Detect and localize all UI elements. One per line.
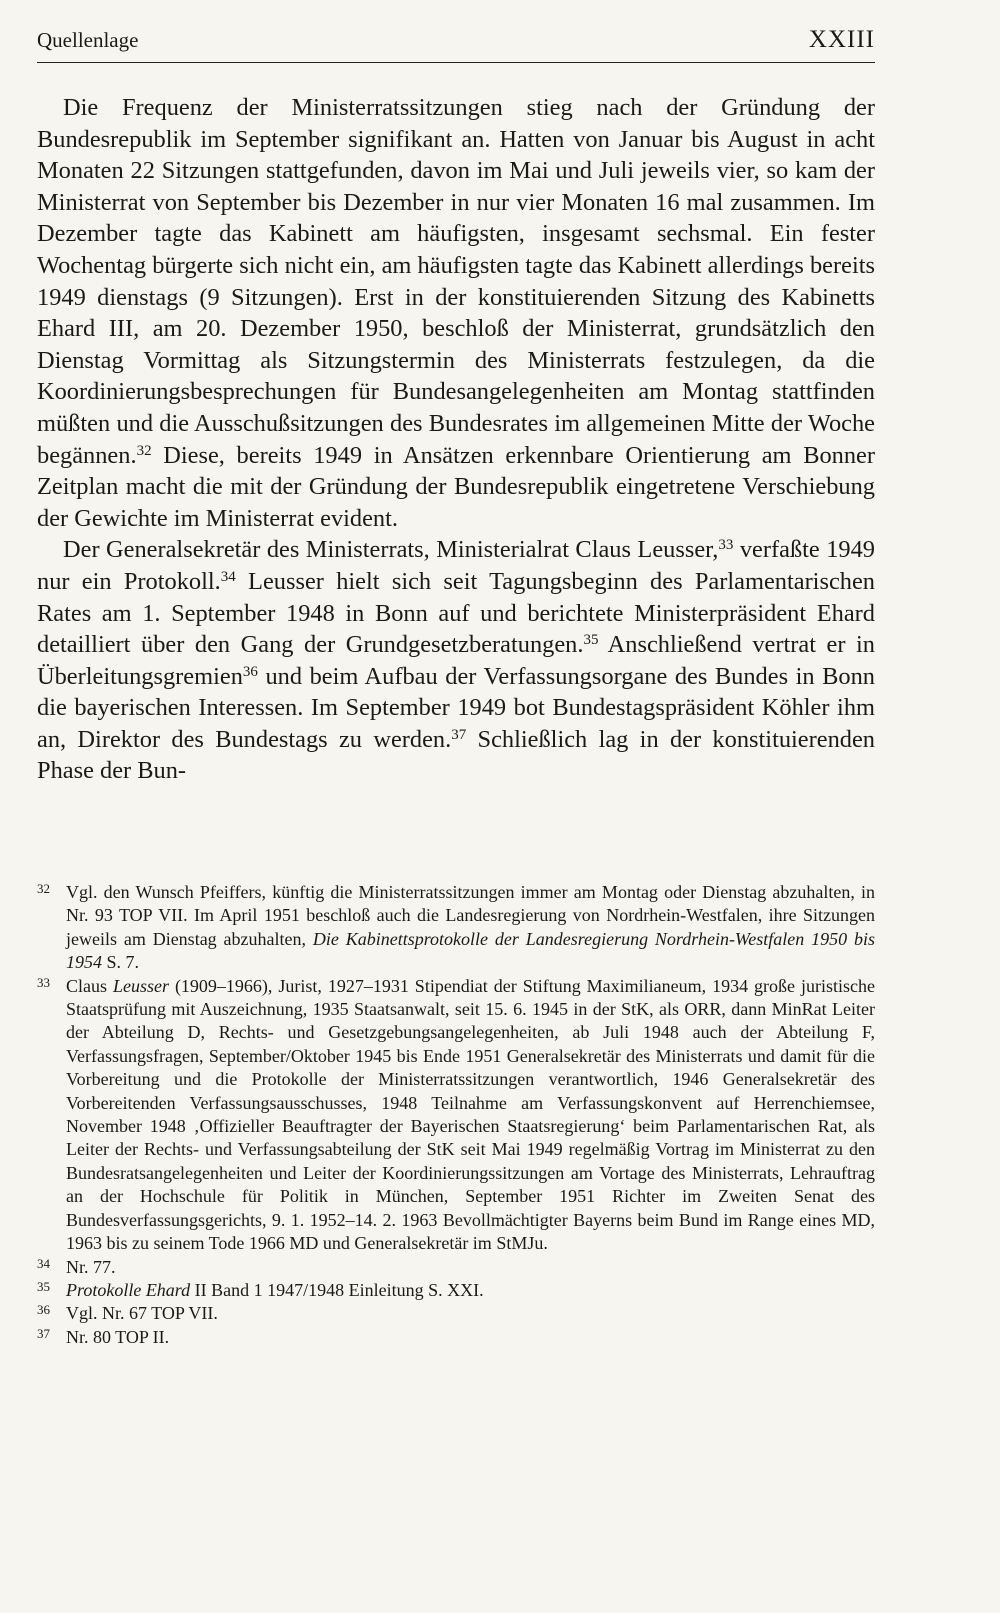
footnote <box>37 1302 875 1325</box>
text-run: und beim Aufbau der Verfassungsorgane des Bundes in Bonn die bayerischen Interessen. Im September 1949 bot Bundestagspräsident Köhler ihm an, Direktor des Bundestags zu werden. <box>37 662 875 753</box>
text-run: Claus <box>66 975 113 996</box>
footnote-reference: 32 <box>136 442 152 459</box>
footnote <box>37 975 875 1256</box>
page-number: XXIII <box>808 26 875 53</box>
footnote-number: 34 <box>37 1255 50 1271</box>
footnote-text <box>66 1302 875 1325</box>
footnote-text <box>66 1256 875 1279</box>
text-run: Vgl. Nr. 67 TOP VII. <box>66 1303 218 1324</box>
text-run: Schließlich lag in der konstituierenden Phase der Bun- <box>37 725 875 785</box>
footnote <box>37 1256 875 1279</box>
footnote-number: 33 <box>37 974 50 990</box>
footnote-number: 36 <box>37 1302 50 1318</box>
footnote-number: 37 <box>37 1325 50 1341</box>
footnote-reference: 35 <box>583 632 599 649</box>
text-run: Die Frequenz der Ministerratssitzungen stieg nach der Gründung der Bundesrepublik im September signifikant an. Hatten von Januar bis August in acht Monaten 22 Sitzungen stattgefunden, davon im Mai und Juli jeweils vier, so kam der Ministerrat von September bis Dezember in nur vier Monaten 16 mal zusammen. Im Dezember tagte das Kabinett am häufigsten, insgesamt sechsmal. Ein fester Wochentag bürgerte sich nicht ein, am häufigsten tagte das Kabinett allerdings bereits 1949 dienstags (9 Sitzungen). Erst in der konstituierenden Sitzung des Kabinetts Ehard III, am 20. Dezember 1950, beschloß der Ministerrat, grundsätzlich den Dienstag Vormittag als Sitzungstermin des Ministerrats festzulegen, da die Koordinierungsbesprechungen für Bundesangelegenheiten am Montag stattfinden müßten und die Ausschußsitzungen des Bundesrates im allgemeinen Mitte der Woche begännen. <box>37 94 875 469</box>
footnote-number: 32 <box>37 881 50 896</box>
running-head <box>37 26 875 54</box>
footnote <box>37 1279 875 1302</box>
text-run: S. 7. <box>102 952 140 973</box>
footnote-reference: 33 <box>718 537 734 554</box>
text-run: (1909–1966), Jurist, 1927–1931 Stipendiat der Stiftung Maximilianeum, 1934 große juristische Staatsprüfung mit Auszeichnung, 1935 Staatsanwalt, seit 15. 6. 1945 in der StK, als ORR, dann MinRat Leiter der Abteilung D, Rechts- und Gesetzgebungsangelegenheiten, ab Juli 1948 auch der Abteilung F, Verfassungsfragen, September/Oktober 1945 bis Ende 1951 Generalsekretär des Ministerrats und damit für die Vorbereitung und die Protokolle der Ministerratssitzungen verantwortlich, 1946 Generalsekretär des Vorbereitenden Verfassungsausschusses, 1948 Teilnahme am Verfassungskonvent auf Herrenchiemsee, November 1948 ‚Offizieller Beauftragter der Bayerischen Staatsregierung‘ beim Parlamentarischen Rat, als Leiter der Rechts- und Verfassungsabteilung der StK seit Mai 1949 regelmäßig Vortrag im Ministerrat zu den Bundesratsangelegenheiten und Leiter der Koordinierungssitzungen am Vortage des Ministerrats, Lehrauftrag an der Hochschule für Politik in München, September 1951 Richter im Zweiten Senat des Bundesverfassungsgerichts, 9. 1. 1952–14. 2. 1963 Bevollmächtigter Bayerns beim Bund im Range eines MD, 1963 bis zu seinem Tode 1966 MD und Generalsekretär im StMJu. <box>66 975 875 1254</box>
text-run: verfaßte 1949 nur ein Protokoll. <box>37 536 875 595</box>
text-run: II Band 1 1947/1948 Einleitung S. XXI. <box>190 1279 484 1300</box>
footnote-number: 35 <box>37 1278 50 1294</box>
italic-text: Protokolle Ehard <box>66 1279 191 1300</box>
paragraph <box>37 534 875 787</box>
footnote-text <box>66 881 875 975</box>
header-rule <box>37 62 875 63</box>
footnote-text <box>66 1279 875 1302</box>
footnotes <box>37 881 875 1349</box>
footnote-reference: 34 <box>220 568 236 585</box>
text-run: Der Generalsekretär des Ministerrats, Ministerialrat Claus Leusser, <box>63 536 719 564</box>
footnote-text <box>66 975 875 1256</box>
text-run: Nr. 80 TOP II. <box>66 1326 170 1347</box>
footnote-text <box>66 1326 875 1349</box>
body-text <box>37 92 875 787</box>
text-run: Anschließend vertrat er in Überleitungsgremien <box>37 631 875 690</box>
paragraph <box>37 92 875 534</box>
text-run: Nr. 77. <box>66 1256 116 1277</box>
italic-text: Die Kabinettsprotokolle der Landesregierung Nordrhein-Westfalen 1950 bis 1954 <box>66 928 875 973</box>
text-run: Leusser hielt sich seit Tagungsbeginn des Parlamentarischen Rates am 1. September 1948 in Bonn auf und berichtete Ministerpräsident Ehard detailliert über den Gang der Grundgesetzberatungen. <box>37 567 875 659</box>
footnote <box>37 881 875 975</box>
section-title: Quellenlage <box>37 28 139 52</box>
footnote <box>37 1326 875 1349</box>
italic-text: Leusser <box>112 975 169 996</box>
text-run: Vgl. den Wunsch Pfeiffers, künftig die Ministerratssitzungen immer am Montag oder Dienstag abzuhalten, in Nr. 93 TOP VII. Im April 1951 beschloß auch die Landesregierung von Nordrhein-Westfalen, ihre Sitzungen jeweils am Dienstag abzuhalten, <box>66 882 875 949</box>
text-run: Diese, bereits 1949 in Ansätzen erkennbare Orientierung am Bonner Zeitplan macht die mit der Gründung der Bundesrepublik eingetretene Verschiebung der Gewichte im Ministerrat evident. <box>37 441 875 532</box>
footnote-reference: 37 <box>451 726 467 743</box>
footnote-reference: 36 <box>242 663 258 680</box>
